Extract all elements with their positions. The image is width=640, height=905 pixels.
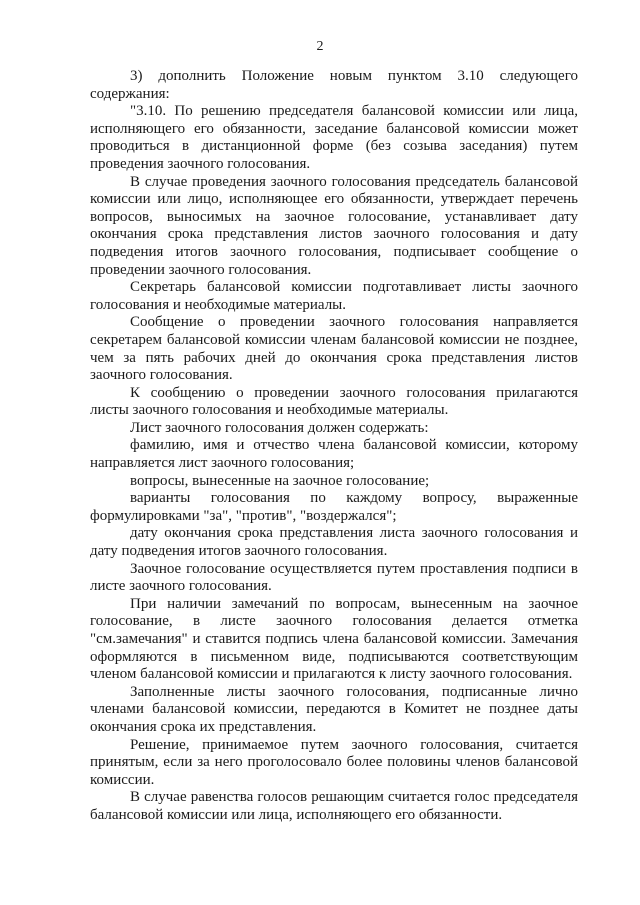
paragraph-notice-sent: Сообщение о проведении заочного голосования направляется секретарем балансовой комиссии членам балансовой комиссии не позднее, чем за пять рабочих дней до окончания срока представления листов заочного голосования. bbox=[90, 314, 578, 384]
paragraph-remarks: При наличии замечаний по вопросам, вынесенным на заочное голосование, в листе заочного голосования делается отметка "см.замечания" и ставится подпись члена балансовой комиссии. Замечания оформляются в письменном виде, подписываются соответствующим членом балансовой комиссии и прилагаются к листу заочного голосования. bbox=[90, 595, 578, 683]
paragraph-secretary-prepares: Секретарь балансовой комиссии подготавливает листы заочного голосования и необходимые материалы. bbox=[90, 279, 578, 313]
paragraph-ballot-questions: вопросы, вынесенные на заочное голосование; bbox=[130, 472, 430, 489]
paragraph-ballot-contents: Лист заочного голосования должен содержать: bbox=[130, 419, 429, 436]
paragraph-tie-vote: В случае равенства голосов решающим считается голос председателя балансовой комиссии или лица, исполняющего его обязанности. bbox=[90, 789, 578, 823]
page-number: 2 bbox=[316, 39, 324, 54]
paragraph-clause-3-10: "3.10. По решению председателя балансовой комиссии или лица, исполняющего его обязанности, заседание балансовой комиссии может проводиться в дистанционной форме (без созыва заседания) путем проведения заочного голосования. bbox=[90, 103, 578, 172]
paragraph-decision-adopted: Решение, принимаемое путем заочного голосования, считается принятым, если за него проголосовало более половины членов балансовой комиссии. bbox=[90, 736, 578, 788]
paragraph-ballot-name: фамилию, имя и отчество члена балансовой комиссии, которому направляется лист заочного голосования; bbox=[90, 437, 578, 472]
paragraph-notice-attachments: К сообщению о проведении заочного голосования прилагаются листы заочного голосования и необходимые материалы. bbox=[90, 384, 578, 419]
paragraph-ballot-options: варианты голосования по каждому вопросу, выраженные формулировками "за", "против", "воздержался"; bbox=[90, 490, 578, 524]
document-body bbox=[90, 68, 578, 825]
paragraph-chairman-duties: В случае проведения заочного голосования председатель балансовой комиссии или лицо, исполняющее его обязанности, утверждает перечень вопросов, выносимых на заочное голосование, устанавливает дату окончания срока представления листов заочного голосования и дату подведения итогов заочного голосования, подписывает сообщение о проведении заочного голосования. bbox=[90, 173, 578, 278]
paragraph-ballot-dates: дату окончания срока представления листа заочного голосования и дату подведения итогов заочного голосования. bbox=[90, 525, 578, 560]
paragraph-voting-signature: Заочное голосование осуществляется путем проставления подписи в листе заочного голосования. bbox=[90, 560, 578, 595]
paragraph-completed-ballots: Заполненные листы заочного голосования, подписанные лично членами балансовой комиссии, передаются в Комитет не позднее даты окончания срока их представления. bbox=[90, 683, 578, 735]
paragraph-item-3: 3) дополнить Положение новым пунктом 3.10 следующего содержания: bbox=[90, 68, 578, 102]
